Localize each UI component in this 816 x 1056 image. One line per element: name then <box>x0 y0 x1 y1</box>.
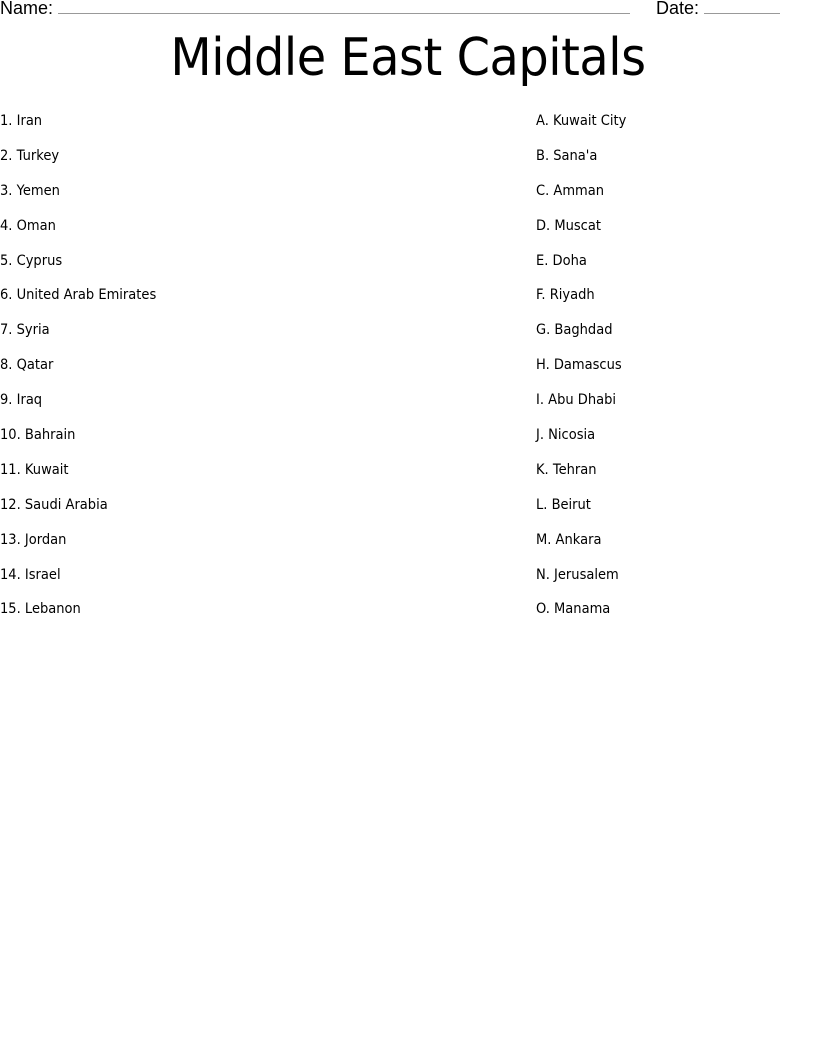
country-item: 15. Lebanon <box>0 601 81 618</box>
country-item: 2. Turkey <box>0 147 60 164</box>
country-item: 4. Oman <box>0 217 56 234</box>
country-item: 8. Qatar <box>0 357 54 374</box>
country-item: 14. Israel <box>0 566 61 583</box>
country-item: 11. Kuwait <box>0 461 69 478</box>
capital-item: M. Ankara <box>536 531 602 548</box>
country-item: 5. Cyprus <box>0 252 63 269</box>
date-blank-line[interactable] <box>704 0 780 14</box>
capital-item: G. Baghdad <box>536 322 613 339</box>
country-item: 7. Syria <box>0 322 50 339</box>
country-item: 9. Iraq <box>0 392 43 409</box>
capital-item: N. Jerusalem <box>536 566 619 583</box>
capital-item: C. Amman <box>536 182 605 199</box>
date-label: Date: <box>656 0 700 18</box>
country-item: 12. Saudi Arabia <box>0 496 108 513</box>
country-item: 6. United Arab Emirates <box>0 287 157 304</box>
country-item: 3. Yemen <box>0 182 60 199</box>
country-item: 10. Bahrain <box>0 427 76 444</box>
capital-item: B. Sana'a <box>536 147 598 164</box>
country-item: 1. Iran <box>0 113 43 129</box>
country-list <box>0 112 174 635</box>
name-blank-line[interactable] <box>58 0 630 14</box>
capital-list <box>536 112 636 635</box>
capital-item: H. Damascus <box>536 357 622 374</box>
page-title: Middle East Capitals <box>170 28 646 88</box>
capital-item: F. Riyadh <box>536 287 595 304</box>
capital-item: O. Manama <box>536 601 611 618</box>
capital-item: L. Beirut <box>536 496 591 513</box>
name-field[interactable] <box>0 0 630 19</box>
capital-item: K. Tehran <box>536 461 597 478</box>
date-field[interactable] <box>656 0 780 19</box>
capital-item: J. Nicosia <box>536 427 596 444</box>
country-item: 13. Jordan <box>0 531 67 548</box>
capital-item: D. Muscat <box>536 217 601 234</box>
name-label: Name: <box>0 0 54 18</box>
capital-item: E. Doha <box>536 252 587 269</box>
capital-item: I. Abu Dhabi <box>536 392 617 409</box>
capital-item: A. Kuwait City <box>536 113 627 129</box>
